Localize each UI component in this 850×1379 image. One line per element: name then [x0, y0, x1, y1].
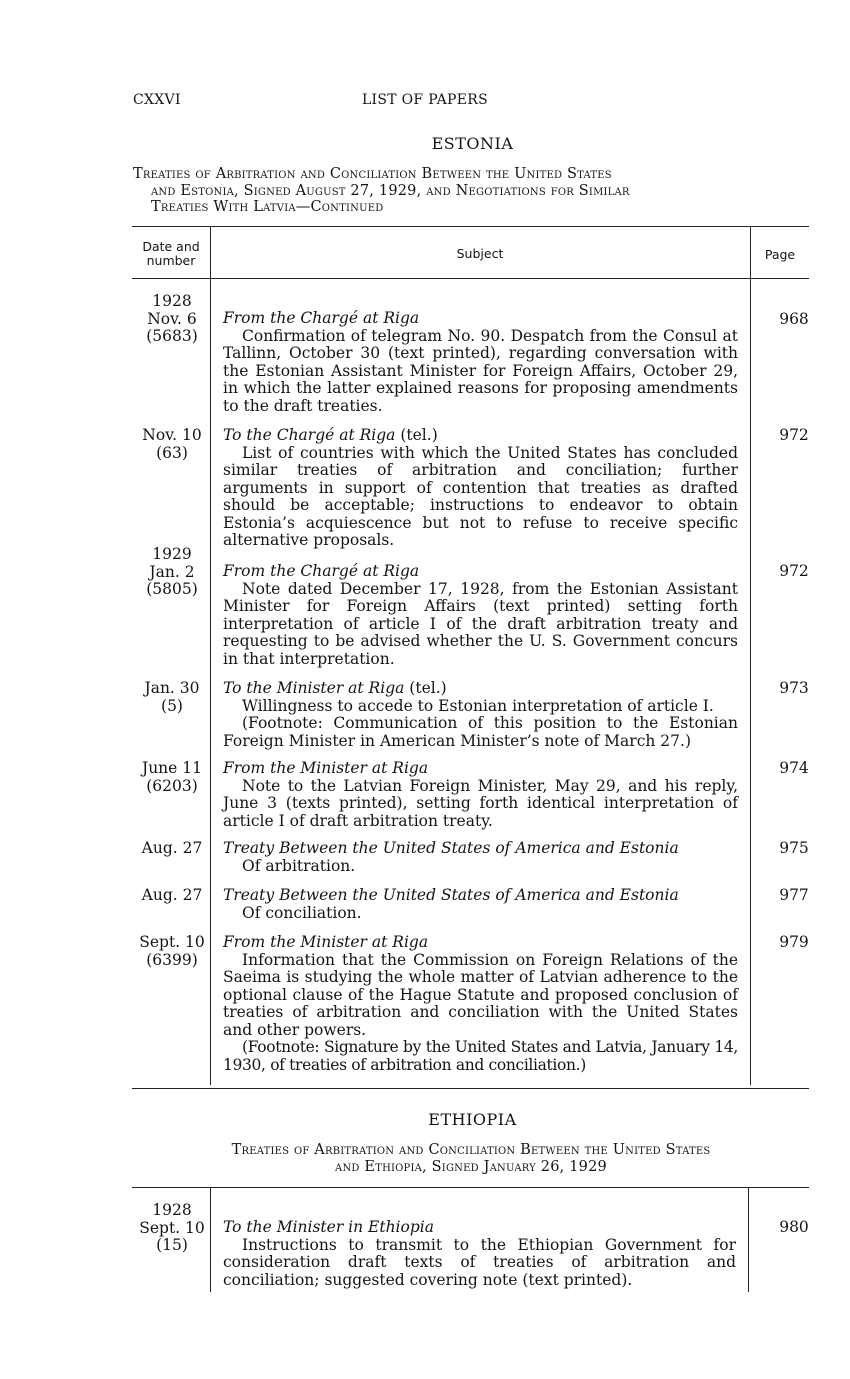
- entry-day: Sept. 10: [139, 1218, 205, 1237]
- entry-day: Sept. 10: [139, 933, 205, 951]
- entry-number: (6399): [146, 950, 198, 969]
- entry-subject: [223, 840, 738, 875]
- entry-page: 973: [779, 679, 809, 697]
- entry-title-suffix: (tel.): [400, 426, 438, 444]
- entry-subject: [223, 310, 738, 415]
- entry-day: Nov. 10: [142, 426, 202, 444]
- entry-page: 972: [779, 426, 809, 444]
- entry-day: Nov. 6: [147, 309, 197, 328]
- entry-body: Information that the Commission on Foreign Relations of the Saeima is studying the whole matter of Latvian adherence to the optional clause of the Hague Statute and proposed conclusion of treaties of arbitration and conciliation with the United States and other powers.: [223, 950, 738, 1039]
- entry-subject: [223, 934, 738, 1074]
- section-title-estonia: ESTONIA: [431, 134, 514, 153]
- running-head: LIST OF PAPERS: [361, 92, 489, 108]
- table-header-rule: [132, 278, 809, 279]
- entry-year: 1928: [152, 292, 192, 310]
- entry-body: List of countries with which the United States has concluded similar treaties of arbitration and conciliation; further arguments in support of contention that treaties as drafted should be acceptable; instructions to endeavor to obtain Estonia’s acquiescence but not to refuse to receive specific alternative proposals.: [223, 443, 738, 549]
- entry-page: 968: [779, 310, 809, 328]
- entry-date: [134, 760, 210, 795]
- caption-line: Treaties With Latvia—Continued: [151, 199, 384, 215]
- entry-page: 980: [779, 1218, 809, 1236]
- entry-title: From the Chargé at Riga: [223, 309, 420, 327]
- entry-body: Instructions to transmit to the Ethiopian Government for consideration draft texts of treaties of arbitration and conciliation; suggested covering note (text printed).: [223, 1235, 736, 1289]
- entry-title: Treaty Between the United States of America and Estonia: [223, 886, 679, 904]
- table-top-rule: [132, 1187, 809, 1188]
- entry-body: Of arbitration.: [242, 856, 356, 875]
- entry-subject: [223, 680, 738, 750]
- entry-footnote: (Footnote: Signature by the United States and Latvia, January 14, 1930, of treaties of arbitration and conciliation.): [223, 1038, 738, 1074]
- entry-title: From the Chargé at Riga: [223, 562, 420, 580]
- entry-body: Confirmation of telegram No. 90. Despatch from the Consul at Tallinn, October 30 (text printed), regarding conversation with the Estonian Assistant Minister for Foreign Affairs, October 29, in which the latter explained reasons for proposing amendments to the draft treaties.: [223, 326, 738, 415]
- entry-date: [134, 680, 210, 715]
- entry-date: [134, 293, 210, 346]
- table-bottom-rule: [132, 1088, 809, 1089]
- entry-day: Jan. 30: [144, 679, 200, 697]
- entry-body: Note to the Latvian Foreign Minister, May 29, and his reply, June 3 (texts printed), setting forth identical interpretation of article I of draft arbitration treaty.: [223, 776, 738, 830]
- entry-year: 1929: [152, 545, 192, 563]
- column-divider: [210, 227, 211, 1085]
- column-header-date: Date and number: [142, 239, 200, 268]
- entry-subject: [223, 427, 738, 550]
- entry-date: [134, 840, 210, 858]
- entry-title: To the Minister in Ethiopia: [223, 1218, 434, 1236]
- column-divider: [750, 227, 751, 1085]
- entry-day: Aug. 27: [141, 839, 203, 857]
- entry-subject: [223, 887, 738, 922]
- entry-body: Of conciliation.: [242, 903, 362, 922]
- entry-page: 977: [779, 886, 809, 904]
- caption-line: and Ethiopia, Signed January 26, 1929: [335, 1158, 607, 1175]
- entry-body: Note dated December 17, 1928, from the Estonian Assistant Minister for Foreign Affairs (text printed) setting forth interpretation of article I of the draft arbitration treaty and requesting to be advised whether the U. S. Government concurs in that interpretation.: [223, 579, 738, 668]
- entry-day: June 11: [141, 759, 202, 777]
- entry-subject: [223, 1219, 736, 1289]
- entry-subject: [223, 760, 738, 830]
- section-caption-ethiopia: [133, 1142, 809, 1175]
- entry-title: To the Chargé at Riga: [223, 426, 396, 444]
- page-folio: CXXVI: [133, 92, 181, 108]
- entry-subject: [223, 563, 738, 668]
- entry-number: (15): [156, 1236, 188, 1254]
- entry-title-suffix: (tel.): [409, 679, 447, 697]
- entry-date: [134, 934, 210, 969]
- entry-page: 975: [779, 839, 809, 857]
- entry-title: From the Minister at Riga: [223, 759, 429, 777]
- entry-number: (5805): [146, 580, 198, 598]
- column-header-page: Page: [764, 247, 796, 262]
- entry-title: From the Minister at Riga: [223, 933, 429, 951]
- column-divider: [210, 1188, 211, 1292]
- entry-title: To the Minister at Riga: [223, 679, 405, 697]
- entry-year: 1928: [152, 1201, 192, 1219]
- table-top-rule: [132, 226, 809, 227]
- caption-line: Treaties of Arbitration and Conciliation Between the United States: [133, 166, 612, 182]
- entry-date: [134, 1202, 210, 1255]
- entry-page: 979: [779, 933, 809, 951]
- entry-number: (6203): [146, 776, 198, 795]
- entry-body: Willingness to accede to Estonian interpretation of article I.: [242, 696, 714, 715]
- section-caption-estonia: [133, 166, 809, 216]
- caption-line: and Estonia, Signed August 27, 1929, and Negotiations for Similar: [151, 182, 630, 199]
- entry-day: Jan. 2: [149, 562, 195, 581]
- section-title-ethiopia: ETHIOPIA: [428, 1110, 517, 1129]
- column-header-subject: Subject: [456, 246, 504, 261]
- entry-page: 972: [779, 562, 809, 580]
- entry-date: [134, 546, 210, 599]
- entry-number: (63): [156, 443, 188, 462]
- column-divider: [748, 1188, 749, 1292]
- entry-number: (5): [161, 696, 183, 715]
- entry-number: (5683): [146, 327, 198, 345]
- entry-date: [134, 427, 210, 462]
- entry-title: Treaty Between the United States of America and Estonia: [223, 839, 679, 857]
- entry-footnote: (Footnote: Communication of this position to the Estonian Foreign Minister in American Minister’s note of March 27.): [223, 714, 738, 750]
- entry-page: 974: [779, 759, 809, 777]
- entry-date: [134, 887, 210, 905]
- caption-line: Treaties of Arbitration and Conciliation Between the United States: [231, 1142, 711, 1158]
- entry-day: Aug. 27: [141, 886, 203, 904]
